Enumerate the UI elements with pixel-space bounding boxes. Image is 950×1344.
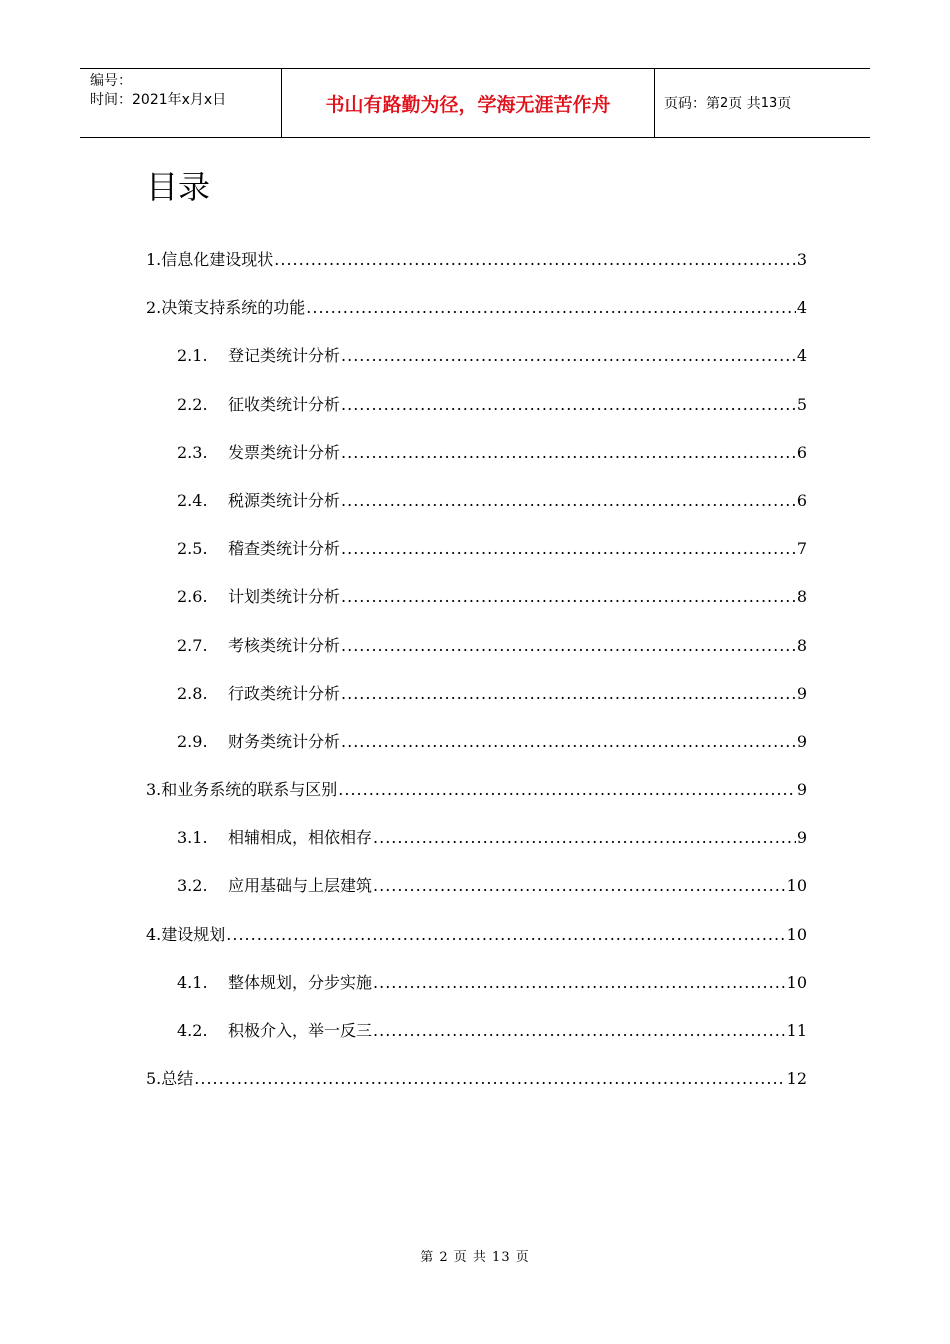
- toc-entry-title: 行政类统计分析: [228, 683, 341, 703]
- toc-entry-page: 10: [786, 876, 807, 896]
- toc-entry-number: 5.: [146, 1069, 162, 1089]
- toc-entry-number: 2.5.: [177, 539, 208, 559]
- toc-entry-number: 2.3.: [177, 442, 208, 462]
- toc-entry-title: 信息化建设现状: [161, 250, 274, 269]
- toc-dot-leader: [373, 1021, 786, 1040]
- toc-entry[interactable]: [146, 777, 807, 825]
- toc-entry-page: 7: [796, 539, 807, 559]
- toc-entry[interactable]: [146, 729, 807, 777]
- toc-dot-leader: [274, 250, 796, 269]
- toc-entry[interactable]: [146, 681, 807, 729]
- toc-dot-leader: [373, 973, 786, 992]
- toc-entry-number: 4.: [146, 924, 162, 944]
- toc-entry-page: 6: [796, 490, 807, 510]
- page-current: 2: [720, 95, 729, 111]
- toc-dot-leader: [341, 491, 796, 510]
- toc-entry-title: 稽查类统计分析: [228, 539, 341, 559]
- toc-entry[interactable]: [146, 584, 807, 632]
- toc-entry[interactable]: [146, 440, 807, 488]
- toc-entry-page: 5: [796, 394, 807, 414]
- toc-dot-leader: [306, 298, 796, 317]
- toc-entry-number: 3.: [146, 780, 162, 800]
- document-number-label: 编号：: [90, 73, 132, 89]
- page-header: [80, 68, 870, 138]
- toc-entry-number: 2.1.: [177, 346, 208, 366]
- toc-dot-leader: [341, 636, 796, 655]
- toc-entry-number: 3.1.: [177, 828, 208, 848]
- table-of-contents: [146, 247, 807, 1114]
- toc-entry-page: 3: [796, 250, 807, 269]
- toc-entry-page: 9: [796, 731, 807, 751]
- toc-entry-title: 整体规划，分步实施: [228, 972, 373, 992]
- toc-entry-page: 4: [796, 346, 807, 366]
- toc-entry-title: 发票类统计分析: [228, 442, 341, 462]
- toc-entry-page: 12: [786, 1069, 807, 1089]
- toc-entry-number: 1.: [146, 250, 162, 269]
- toc-entry[interactable]: [146, 1066, 807, 1114]
- toc-entry-number: 4.1.: [177, 972, 208, 992]
- toc-entry-number: 2.: [146, 298, 162, 318]
- page-total: 13: [760, 95, 778, 111]
- page-mid: 页 共: [728, 96, 761, 112]
- toc-entry-page: 9: [796, 683, 807, 703]
- page-label: 页码：第: [664, 96, 720, 112]
- toc-entry-number: 2.6.: [177, 587, 208, 607]
- toc-dot-leader: [341, 684, 796, 703]
- toc-entry-page: 10: [786, 972, 807, 992]
- toc-dot-leader: [373, 876, 786, 895]
- toc-entry-title: 积极介入，举一反三: [228, 1021, 373, 1040]
- header-meta: [80, 69, 282, 137]
- toc-dot-leader: [341, 732, 796, 751]
- toc-entry[interactable]: [146, 633, 807, 681]
- toc-entry-page: 11: [786, 1021, 807, 1040]
- toc-entry-title: 决策支持系统的功能: [161, 298, 306, 318]
- toc-entry[interactable]: [146, 536, 807, 584]
- document-date: 时间：2021年x月x日: [90, 92, 227, 108]
- toc-entry[interactable]: [146, 970, 807, 1018]
- header-page-info: [655, 69, 870, 137]
- toc-dot-leader: [341, 539, 796, 558]
- page-end: 页: [777, 96, 792, 112]
- toc-dot-leader: [194, 1069, 785, 1088]
- toc-entry-title: 总结: [161, 1069, 194, 1089]
- toc-entry[interactable]: [146, 343, 807, 391]
- toc-entry-number: 2.4.: [177, 490, 208, 510]
- toc-entry[interactable]: [146, 922, 807, 970]
- toc-dot-leader: [338, 780, 796, 799]
- toc-dot-leader: [341, 395, 796, 414]
- toc-entry-page: 9: [796, 780, 807, 800]
- toc-entry-title: 登记类统计分析: [228, 346, 341, 366]
- toc-entry[interactable]: [146, 825, 807, 873]
- toc-entry-number: 2.8.: [177, 683, 208, 703]
- toc-dot-leader: [341, 587, 796, 606]
- toc-entry[interactable]: [146, 1018, 807, 1066]
- toc-entry-number: 3.2.: [177, 876, 208, 896]
- toc-title: 目录: [146, 168, 211, 206]
- toc-entry-page: 9: [796, 828, 807, 848]
- toc-entry-page: 8: [796, 587, 807, 607]
- toc-dot-leader: [226, 925, 785, 944]
- toc-entry-number: 2.2.: [177, 394, 208, 414]
- page-footer: 第 2 页 共 13 页: [420, 1250, 530, 1265]
- toc-entry-number: 4.2.: [177, 1021, 208, 1040]
- toc-entry-title: 征收类统计分析: [228, 394, 341, 414]
- toc-entry[interactable]: [146, 873, 807, 921]
- toc-entry-page: 4: [796, 298, 807, 318]
- toc-dot-leader: [341, 346, 796, 365]
- toc-entry-title: 和业务系统的联系与区别: [161, 780, 338, 800]
- toc-entry-title: 计划类统计分析: [228, 587, 341, 607]
- header-motto: 书山有路勤为径，学海无涯苦作舟: [282, 69, 655, 137]
- toc-entry[interactable]: [146, 392, 807, 440]
- toc-entry-page: 10: [786, 924, 807, 944]
- toc-entry-page: 8: [796, 635, 807, 655]
- toc-entry-title: 考核类统计分析: [228, 635, 341, 655]
- toc-entry-title: 相辅相成，相依相存: [228, 828, 373, 848]
- toc-entry[interactable]: [146, 295, 807, 343]
- toc-entry[interactable]: [146, 247, 807, 295]
- toc-entry[interactable]: [146, 488, 807, 536]
- toc-entry-title: 税源类统计分析: [228, 490, 341, 510]
- toc-entry-page: 6: [796, 442, 807, 462]
- toc-dot-leader: [341, 443, 796, 462]
- toc-entry-title: 建设规划: [161, 924, 226, 944]
- toc-entry-title: 应用基础与上层建筑: [228, 876, 373, 896]
- toc-entry-number: 2.7.: [177, 635, 208, 655]
- toc-entry-title: 财务类统计分析: [228, 731, 341, 751]
- toc-dot-leader: [373, 828, 796, 847]
- toc-entry-number: 2.9.: [177, 731, 208, 751]
